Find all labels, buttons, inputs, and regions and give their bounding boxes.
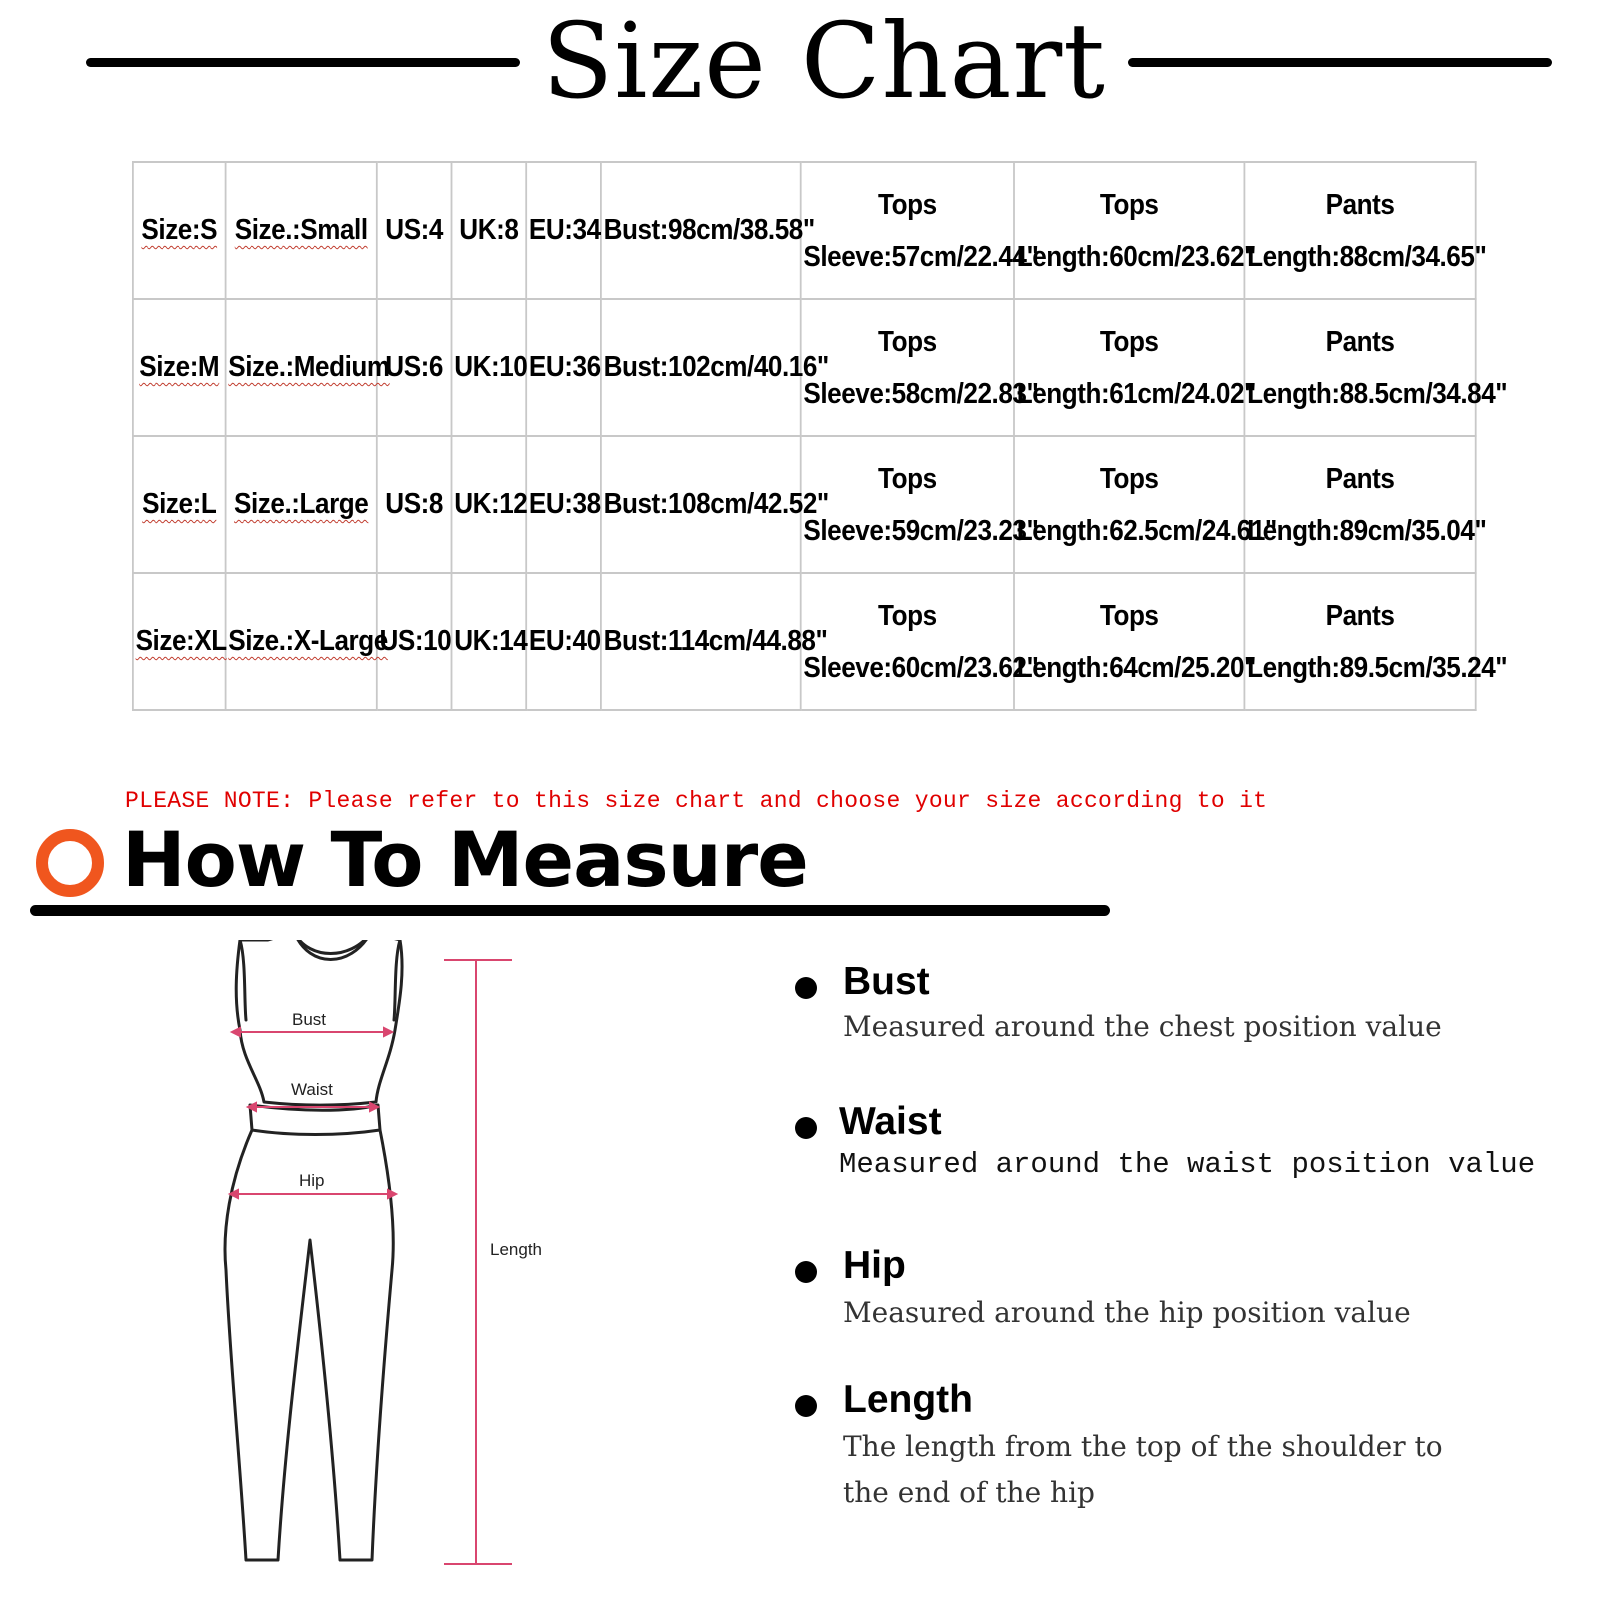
title-rule-left [86,58,520,67]
cell-us-text: US:10 [379,625,452,657]
item-name: Bust [843,960,930,1003]
cell-bust-text: Bust:98cm/38.58" [603,214,815,246]
cell-pants-length-heading: Pants [1325,325,1395,358]
cell-pants-length-value: Length:88cm/34.65" [1247,240,1487,273]
circle-icon [36,829,104,897]
cell-eu-text: EU:38 [528,488,601,520]
cell-eu [526,162,601,299]
cell-tops-length-heading: Tops [1099,325,1159,358]
cell-pants-length-value: Length:88.5cm/34.84" [1247,377,1508,410]
cell-tops-length-heading: Tops [1099,599,1159,632]
size-table [132,161,1508,711]
cell-sleeve [801,162,1039,299]
cell-size-name [226,299,390,436]
cell-uk-text: UK:14 [454,625,528,657]
how-to-measure-heading [30,815,1110,915]
item-name: Length [843,1378,973,1421]
cell-size-name-text: Size.:Small [234,214,368,246]
cell-tops-length [1014,436,1277,573]
cell-sleeve-heading: Tops [878,188,937,221]
item-desc: Measured around the waist position value [839,1148,1536,1181]
cell-us-text: US:4 [385,214,443,246]
item-desc-line-1: The length from the top of the shoulder to [843,1430,1443,1463]
cell-pants-length-value: Length:89.5cm/35.24" [1247,651,1508,684]
cell-size [133,573,226,710]
cell-sleeve-heading: Tops [878,462,937,495]
cell-us-text: US:8 [385,488,443,520]
figure-label-bust: Bust [292,1010,327,1029]
page-title: Size Chart [542,0,1106,122]
cell-eu-text: EU:40 [528,625,601,657]
table-row [133,436,1476,573]
cell-sleeve [801,299,1039,436]
size-note: PLEASE NOTE: Please refer to this size chart and choose your size according to it [125,788,1268,814]
cell-size-text: Size:S [141,214,218,246]
cell-eu [526,299,601,436]
cell-size-name [226,573,388,710]
cell-sleeve-value: Sleeve:59cm/23.23" [803,514,1039,547]
cell-tops-length-heading: Tops [1099,188,1159,221]
cell-size [133,162,226,299]
cell-size [133,436,226,573]
cell-sleeve [801,573,1039,710]
cell-bust-text: Bust:114cm/44.88" [603,625,828,657]
item-name: Hip [843,1244,906,1287]
bullet-icon [795,1395,817,1417]
cell-tops-length-value: Length:60cm/23.62" [1016,240,1256,273]
table-row [133,162,1476,299]
cell-uk [452,299,527,436]
item-desc: Measured around the chest position value [843,1010,1442,1043]
cell-tops-length-value: Length:64cm/25.20" [1016,651,1256,684]
cell-pants-length-heading: Pants [1325,462,1395,495]
cell-bust [601,162,815,299]
jumpsuit-figure [200,940,580,1600]
cell-eu [526,436,601,573]
table-row [133,573,1476,710]
cell-tops-length-value: Length:61cm/24.02" [1016,377,1256,410]
cell-bust-text: Bust:108cm/42.52" [603,488,829,520]
cell-bust-text: Bust:102cm/40.16" [603,351,829,383]
cell-uk [452,436,527,573]
item-name: Waist [839,1100,942,1143]
cell-pants-length-heading: Pants [1325,188,1395,221]
cell-bust [601,436,829,573]
figure-label-hip: Hip [299,1171,325,1190]
cell-pants-length-value: Length:89cm/35.04" [1247,514,1487,547]
cell-size-text: Size:XL [135,625,227,657]
jumpsuit-outline-icon [200,940,580,1600]
cell-bust [601,573,828,710]
cell-size-name [226,162,377,299]
cell-size-name-text: Size.:Medium [228,351,390,383]
cell-sleeve-heading: Tops [878,599,937,632]
cell-uk-text: UK:12 [454,488,528,520]
cell-us [377,299,452,436]
cell-uk-text: UK:8 [459,214,519,246]
cell-sleeve-value: Sleeve:57cm/22.44" [803,240,1039,273]
section-underline [30,905,1110,916]
cell-tops-length [1014,162,1256,299]
cell-uk [452,573,527,710]
cell-size-text: Size:M [139,351,220,383]
cell-pants-length [1244,299,1508,436]
bullet-icon [795,1117,817,1139]
item-desc: Measured around the hip position value [843,1296,1411,1329]
cell-size-name-text: Size.:X-Large [228,625,388,657]
cell-pants-length [1244,573,1508,710]
cell-uk [452,162,527,299]
cell-us-text: US:6 [385,351,443,383]
cell-size-text: Size:L [142,488,217,520]
cell-us [377,162,452,299]
cell-pants-length [1244,162,1487,299]
cell-pants-length-heading: Pants [1325,599,1395,632]
cell-sleeve-value: Sleeve:60cm/23.62" [803,651,1039,684]
size-chart-header [0,0,1600,130]
cell-tops-length-heading: Tops [1099,462,1159,495]
cell-sleeve-heading: Tops [878,325,937,358]
cell-eu-text: EU:36 [528,351,601,383]
bullet-icon [795,977,817,999]
title-rule-right [1128,58,1552,67]
figure-label-waist: Waist [291,1080,333,1099]
table-row [133,299,1476,436]
cell-eu [526,573,601,710]
cell-pants-length [1244,436,1487,573]
cell-eu-text: EU:34 [528,214,601,246]
cell-sleeve-value: Sleeve:58cm/22.83" [803,377,1039,410]
item-desc-line-2: the end of the hip [843,1476,1095,1509]
cell-size [133,299,226,436]
cell-tops-length [1014,299,1256,436]
cell-us [377,436,452,573]
cell-tops-length [1014,573,1256,710]
figure-label-length: Length [490,1240,542,1259]
cell-uk-text: UK:10 [454,351,528,383]
cell-us [377,573,452,710]
bullet-icon [795,1261,817,1283]
cell-size-name [226,436,377,573]
cell-sleeve [801,436,1039,573]
section-title: How To Measure [122,815,808,904]
cell-tops-length-value: Length:62.5cm/24.61" [1016,514,1277,547]
cell-size-name-text: Size.:Large [234,488,369,520]
cell-bust [601,299,829,436]
